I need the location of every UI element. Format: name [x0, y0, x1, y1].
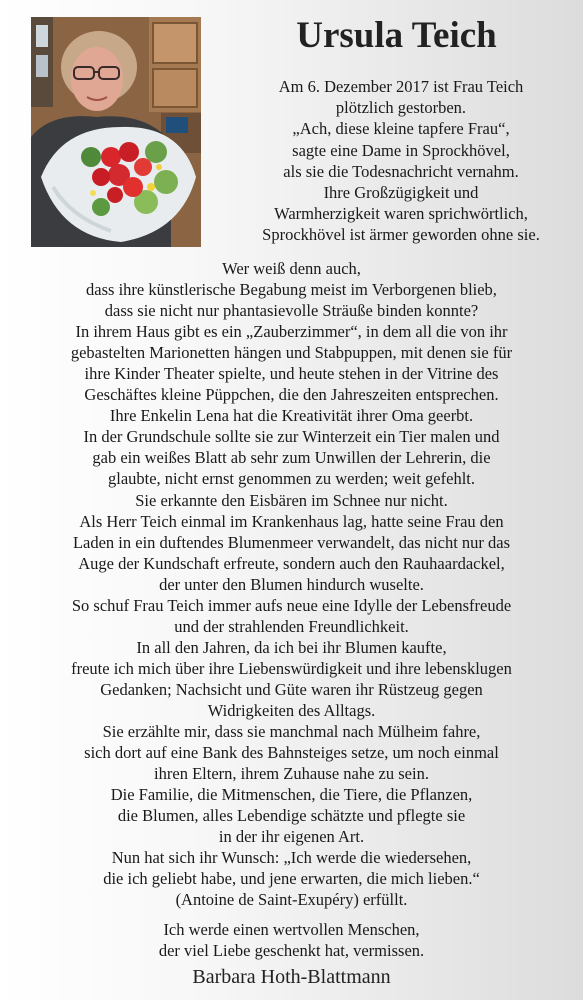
body-line: sich dort auf eine Bank des Bahnsteiges setze, um noch einmal	[84, 743, 499, 763]
body-line: So schuf Frau Teich immer aufs neue eine Idylle der Lebensfreude	[71, 595, 512, 615]
intro-paragraph	[222, 76, 580, 246]
body-line: Auge der Kundschaft erfreute, sondern auch den Rauhaardackel,	[78, 553, 505, 573]
body-line: in der ihr eigenen Art.	[218, 827, 365, 847]
body-line: ihren Eltern, ihrem Zuhause nahe zu sein.	[154, 764, 429, 784]
closing-line: Ich werde einen wertvollen Menschen,	[163, 920, 420, 939]
closing-paragraph	[0, 920, 583, 961]
intro-line: Sprockhövel ist ärmer geworden ohne sie.	[262, 225, 540, 245]
body-line: glaubte, nicht ernst genommen zu werden; weit gefehlt.	[107, 469, 475, 489]
body-line: In der Grundschule sollte sie zur Winterzeit ein Tier malen und	[83, 427, 500, 447]
intro-line: plötzlich gestorben.	[335, 98, 467, 118]
body-line: Laden in ein duftendes Blumenmeer verwandelt, das nicht nur das	[72, 532, 511, 552]
body-line: freute ich mich über ihre Liebenswürdigkeit und ihre lebensklugen	[71, 658, 512, 678]
body-line: In ihrem Haus gibt es ein „Zauberzimmer“, in dem all die von ihr	[75, 322, 508, 342]
body-line: die ich geliebt habe, und jene erwarten, die mich lieben.“	[103, 869, 480, 889]
intro-line: Am 6. Dezember 2017 ist Frau Teich	[278, 77, 524, 96]
intro-line: sagte eine Dame in Sprockhövel,	[292, 140, 510, 160]
deceased-name: Ursula Teich	[296, 15, 497, 56]
closing-line: der viel Liebe geschenkt hat, vermissen.	[158, 940, 425, 960]
body-line: In all den Jahren, da ich bei ihr Blumen kaufte,	[136, 637, 447, 657]
body-line: Als Herr Teich einmal im Krankenhaus lag, hatte seine Frau den	[79, 511, 504, 531]
body-line: dass sie nicht nur phantasievolle Sträuße binden konnte?	[104, 301, 479, 321]
intro-line: Ihre Großzügigkeit und	[323, 183, 479, 203]
body-line: Nun hat sich ihr Wunsch: „Ich werde die wiedersehen,	[111, 848, 472, 868]
body-line: gebastelten Marionetten hängen und Stabpuppen, mit denen sie für	[70, 343, 513, 363]
body-line: Widrigkeiten des Alltags.	[207, 700, 376, 720]
body-line: ihre Kinder Theater spielte, und heute stehen in der Vitrine des	[84, 364, 499, 384]
body-line: dass ihre künstlerische Begabung meist im Verborgenen blieb,	[86, 280, 497, 300]
body-line: Geschäftes kleine Püppchen, die den Jahreszeiten entsprechen.	[84, 385, 499, 405]
intro-line: „Ach, diese kleine tapfere Frau“,	[292, 119, 510, 139]
intro-line: als sie die Todesnachricht vernahm.	[283, 161, 519, 181]
body-line: Wer weiß denn auch,	[222, 259, 361, 278]
body-line: Sie erzählte mir, dass sie manchmal nach Mülheim fahre,	[102, 722, 481, 742]
body-line: der unter den Blumen hindurch wuselte.	[159, 574, 424, 594]
body-text	[0, 258, 583, 910]
body-line: und der strahlenden Freundlichkeit.	[174, 616, 409, 636]
body-line: gab ein weißes Blatt ab sehr zum Unwillen der Lehrerin, die	[92, 448, 491, 468]
portrait-photo	[31, 17, 201, 247]
body-line: Sie erkannte den Eisbären im Schnee nur nicht.	[135, 490, 448, 510]
body-line: Ihre Enkelin Lena hat die Kreativität ihrer Oma geerbt.	[109, 406, 474, 426]
body-line: Gedanken; Nachsicht und Güte waren ihr Rüstzeug gegen	[100, 679, 483, 699]
body-line: (Antoine de Saint-Exupéry) erfüllt.	[175, 890, 408, 910]
body-line: Die Familie, die Mitmenschen, die Tiere, die Pflanzen,	[110, 785, 473, 805]
body-line: die Blumen, alles Lebendige schätzte und pflegte sie	[117, 806, 466, 826]
intro-line: Warmherzigkeit waren sprichwörtlich,	[274, 204, 528, 224]
signature: Barbara Hoth-Blattmann	[192, 966, 391, 988]
